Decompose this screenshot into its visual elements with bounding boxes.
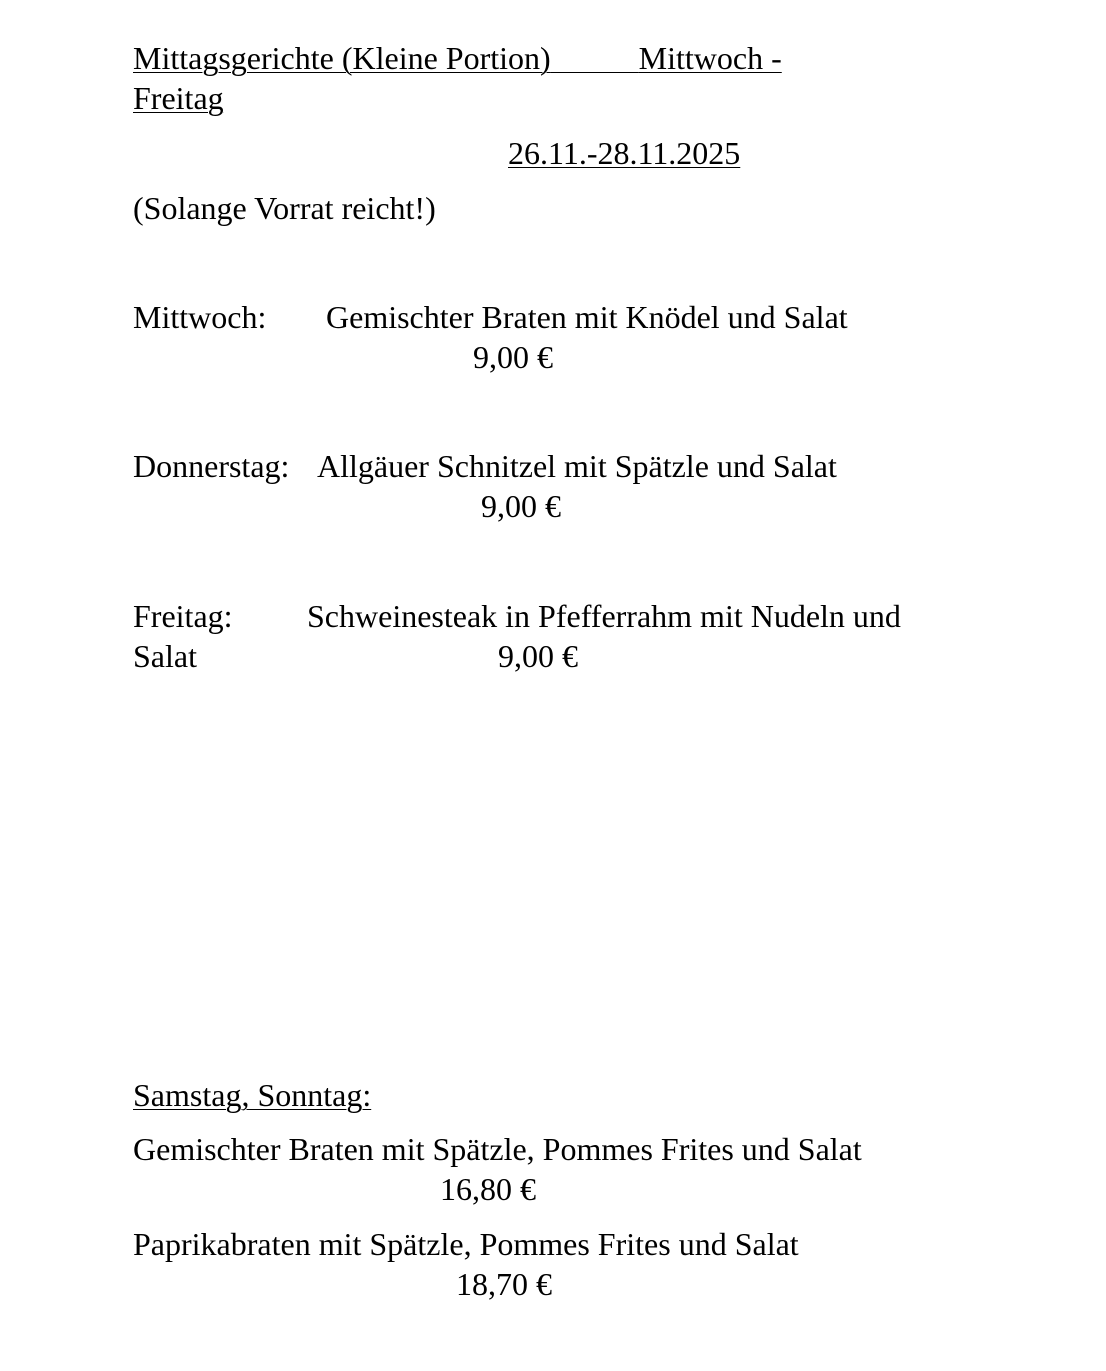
stock-note: (Solange Vorrat reicht!) [133,190,436,226]
header-gap [551,40,639,76]
weekend-dish-1: Gemischter Braten mit Spätzle, Pommes Frites und Salat [133,1131,862,1167]
header-line [133,38,782,78]
date-range: 26.11.-28.11.2025 [508,135,741,171]
weekday-dish-friday-continued: Salat [133,638,197,674]
weekend-heading: Samstag, Sonntag: [133,1077,372,1113]
weekday-dish-thursday: Allgäuer Schnitzel mit Spätzle und Salat [317,448,837,484]
weekday-dish-friday: Schweinesteak in Pfefferrahm mit Nudeln und [307,598,901,634]
weekday-dish-wednesday: Gemischter Braten mit Knödel und Salat [326,299,848,335]
header-days: Mittwoch - [638,40,782,76]
weekday-day-friday: Freitag: [133,598,233,634]
weekend-price-1: 16,80 € [440,1171,536,1207]
weekday-day-thursday: Donnerstag: [133,448,290,484]
weekend-price-2: 18,70 € [456,1266,552,1302]
menu-title: Mittagsgerichte (Kleine Portion) [133,40,551,76]
weekday-day-wednesday: Mittwoch: [133,299,267,335]
header-days-continued: Freitag [133,80,224,116]
weekday-price-wednesday: 9,00 € [473,339,553,375]
weekday-price-friday: 9,00 € [498,638,578,674]
weekend-dish-2: Paprikabraten mit Spätzle, Pommes Frites und Salat [133,1226,799,1262]
weekday-price-thursday: 9,00 € [481,488,561,524]
